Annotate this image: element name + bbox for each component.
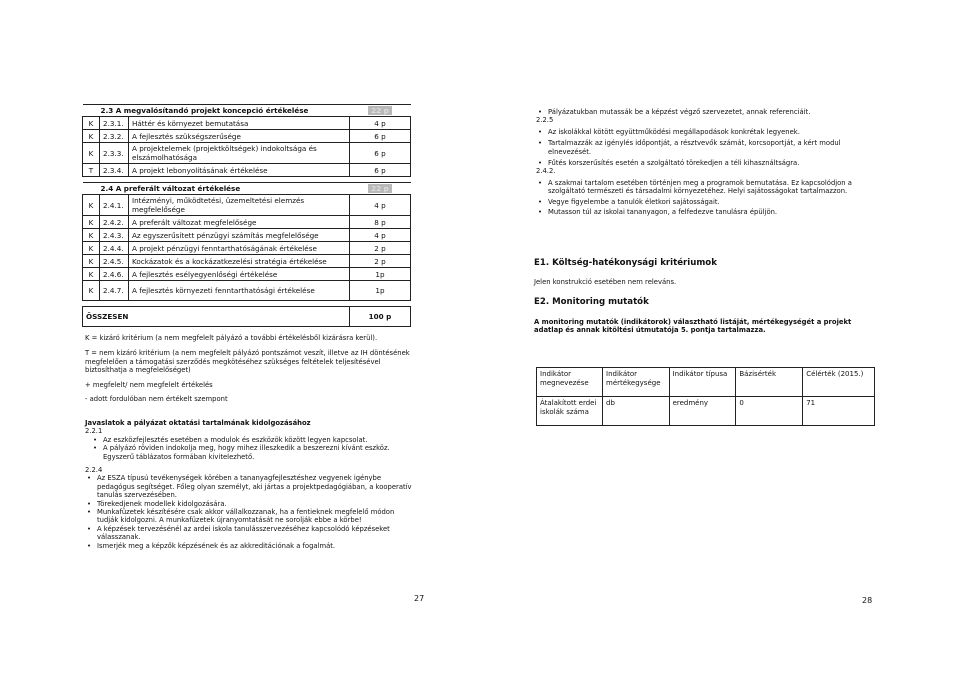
table-cell: 2.4.4. (100, 242, 129, 255)
table-cell: 2.3.2. (100, 130, 129, 143)
table-cell: Intézményi, működtetési, üzemeltetési elemzés megfelelősége (129, 195, 350, 216)
table-cell: 1p (350, 268, 411, 281)
section-b-title: 2.4 A preferált változat értékelése (83, 183, 350, 195)
list-item: • Az iskolákkal kötött együttműködési megállapodások konkrétak legyenek. (536, 128, 876, 136)
table-row (83, 216, 411, 229)
table-cell: K (83, 130, 100, 143)
section-label-224: 2.2.4 (85, 466, 103, 475)
table-cell: 8 p (350, 216, 411, 229)
table-cell: 6 p (350, 164, 411, 177)
section-label-242: 2.4.2. (536, 167, 556, 176)
scoring-table (82, 104, 411, 327)
table-cell: 2.3.3. (100, 143, 129, 164)
table-cell: 1p (350, 281, 411, 301)
table-cell: 2.3.4. (100, 164, 129, 177)
section-b-header (83, 183, 411, 195)
table-cell: 2 p (350, 255, 411, 268)
page-number-right: 28 (862, 596, 873, 605)
list-item: • Fűtés korszerűsítés esetén a szolgáltató törekedjen a téli kihasználtságra. (536, 159, 876, 167)
section-a-title: 2.3 A megvalósítandó projekt koncepció értékelése (83, 105, 350, 117)
suggestions-title: Javaslatok a pályázat oktatási tartalmának kidolgozásához (85, 419, 311, 427)
right-content (536, 108, 876, 216)
table-cell: 2.4.6. (100, 268, 129, 281)
table-cell: A fejlesztés esélyegyenlőségi értékelése (129, 268, 350, 281)
table-cell: K (83, 143, 100, 164)
table-cell: T (83, 164, 100, 177)
table-cell: 2.4.5. (100, 255, 129, 268)
table-cell: K (83, 216, 100, 229)
table-row (83, 255, 411, 268)
table-row (83, 268, 411, 281)
legend-k: K = kizáró kritérium (a nem megfelelt pályázó a további értékelésből kizárásra kerül). (85, 334, 378, 342)
list-221 (91, 436, 415, 461)
table-row (83, 130, 411, 143)
table-cell: A projekt lebonyolításának értékelése (129, 164, 350, 177)
table-cell: 2.4.3. (100, 229, 129, 242)
table-cell: 0 (736, 397, 803, 426)
list-item: • Az eszközfejlesztés esetében a modulok és eszközök között legyen kapcsolat. (91, 436, 415, 444)
table-row (83, 143, 411, 164)
list-item: • Ismerjék meg a képzők képzésének és az akkreditációnak a fogalmát. (85, 542, 415, 550)
table-cell: Kockázatok és a kockázatkezelési stratégia értékelése (129, 255, 350, 268)
list-item: • A képzések tervezésénél az ardei iskola tanulásszervezéséhez kapcsolódó képzéseket válasszanak. (85, 525, 415, 542)
table-row (83, 242, 411, 255)
table-cell: A fejlesztés környezeti fenntarthatósági értékelése (129, 281, 350, 301)
e2-title: E2. Monitoring mutatók (534, 297, 649, 307)
table-cell: K (83, 195, 100, 216)
table-cell: 4 p (350, 117, 411, 130)
list-item: • A pályázó röviden indokolja meg, hogy mihez illeszkedik a beszerezni kívánt eszköz. Egyszerű táblázatos formában kivitelezhető. (91, 444, 415, 461)
col-header: Indikátor mértékegysége (603, 368, 670, 397)
list-225 (536, 128, 876, 168)
table-cell: K (83, 268, 100, 281)
list-item: • Törekedjenek modellek kidolgozására. (85, 500, 415, 508)
table-cell: db (603, 397, 670, 426)
e1-title: E1. Költség-hatékonysági kritériumok (534, 258, 717, 268)
section-a-header (83, 105, 411, 117)
table-cell: A projektelemek (projektköltségek) indokoltsága és elszámolhatósága (129, 143, 350, 164)
table-cell: Háttér és környezet bemutatása (129, 117, 350, 130)
table-cell: A fejlesztés szükségszerűsége (129, 130, 350, 143)
list-item: • A szakmai tartalom esetében történjen meg a programok bemutatása. Ez kapcsolódjon a szolgáltató természeti és társadalmi környezetéhez. Helyi sajátosságokat tartalmazzon. (536, 179, 876, 196)
table-cell: 2.3.1. (100, 117, 129, 130)
table-cell: 2.4.2. (100, 216, 129, 229)
table-cell: K (83, 117, 100, 130)
list-242 (536, 179, 876, 217)
table-cell: 6 p (350, 130, 411, 143)
section-b-points: 22 p (368, 184, 392, 193)
list-item: • Pályázatukban mutassák be a képzést végző szervezetet, annak referenciáit. (536, 108, 876, 116)
table-cell: K (83, 255, 100, 268)
legend (85, 334, 415, 403)
table-row (83, 117, 411, 130)
legend-plus: + megfelelt/ nem megfelelt értékelés (85, 380, 213, 389)
table-cell: 2 p (350, 242, 411, 255)
table-cell: 6 p (350, 143, 411, 164)
total-row (83, 307, 411, 327)
list-item: • Az ESZA típusú tevékenységek körében a tananyagfejlesztéshez vegyenek igénybe pedagógus segítséget. Főleg olyan személyt, aki jártas a projektpedagógiában, a kooperatív tanulás szervezésében. (85, 474, 415, 499)
table-cell: 4 p (350, 229, 411, 242)
table-cell: K (83, 281, 100, 301)
table-cell: Az egyszerűsített pénzügyi számítás megfelelősége (129, 229, 350, 242)
list-item: • Tartalmazzák az igénylés időpontját, a résztvevők számát, korcsoportját, a kért modul elnevezését. (536, 139, 876, 156)
section-label-225: 2.2.5 (536, 116, 554, 125)
right-page (480, 0, 959, 679)
section-a-points: 22 p (368, 106, 392, 115)
table-cell: A projekt pénzügyi fenntarthatóságának értékelése (129, 242, 350, 255)
table-cell: Átalakított erdei iskolák száma (537, 397, 603, 426)
total-points: 100 p (350, 307, 411, 327)
legend-minus: - adott fordulóban nem értékelt szempont (85, 395, 228, 404)
table-row (83, 281, 411, 301)
table-cell: eredmény (669, 397, 736, 426)
table-cell: A preferált változat megfelelősége (129, 216, 350, 229)
col-header: Indikátor megnevezése (537, 368, 603, 397)
table-cell: K (83, 242, 100, 255)
table-cell: 2.4.7. (100, 281, 129, 301)
list-item: • Mutasson túl az iskolai tananyagon, a felfedezve tanulásra épüljön. (536, 208, 876, 216)
list-item: • Vegye figyelembe a tanulók életkori sajátosságait. (536, 198, 876, 206)
page-number-left: 27 (414, 594, 425, 603)
table-row (83, 229, 411, 242)
suggestions (85, 419, 415, 550)
table-row (83, 195, 411, 216)
col-header: Bázisérték (736, 368, 803, 397)
legend-t: T = nem kizáró kritérium (a nem megfelelt pályázó pontszámot veszít, illetve az IH döntésének megfelelően a támogatási szerződés megkötéséhez szükséges feltételek teljesítésével biztosíthatja a megfelelőséget) (85, 349, 410, 375)
e1-text: Jelen konstrukció esetében nem releváns. (534, 278, 677, 286)
table-cell: 2.4.1. (100, 195, 129, 216)
table-row (537, 397, 875, 426)
table-row (83, 164, 411, 177)
table-cell: 4 p (350, 195, 411, 216)
table-header-row (537, 368, 875, 397)
total-label: ÖSSZESEN (83, 307, 350, 327)
col-header: Indikátor típusa (669, 368, 736, 397)
list-224 (85, 474, 415, 550)
indicator-table (536, 367, 875, 426)
e2-text: A monitoring mutatók (indikátorok) választható listáját, mértékegységét a projekt adatlap és annak kitöltési útmutatója 5. pontja tartalmazza. (534, 318, 852, 335)
table-cell: K (83, 229, 100, 242)
col-header: Célérték (2015.) (803, 368, 875, 397)
table-cell: 71 (803, 397, 875, 426)
list-item: • Munkafüzetek készítésére csak akkor vállalkozzanak, ha a fentieknek megfelelő módon tudják kidolgozni. A munkafüzetek újranyomtatását ne sorolják ebbe a körbe! (85, 508, 415, 525)
section-label-221: 2.2.1 (85, 427, 103, 436)
